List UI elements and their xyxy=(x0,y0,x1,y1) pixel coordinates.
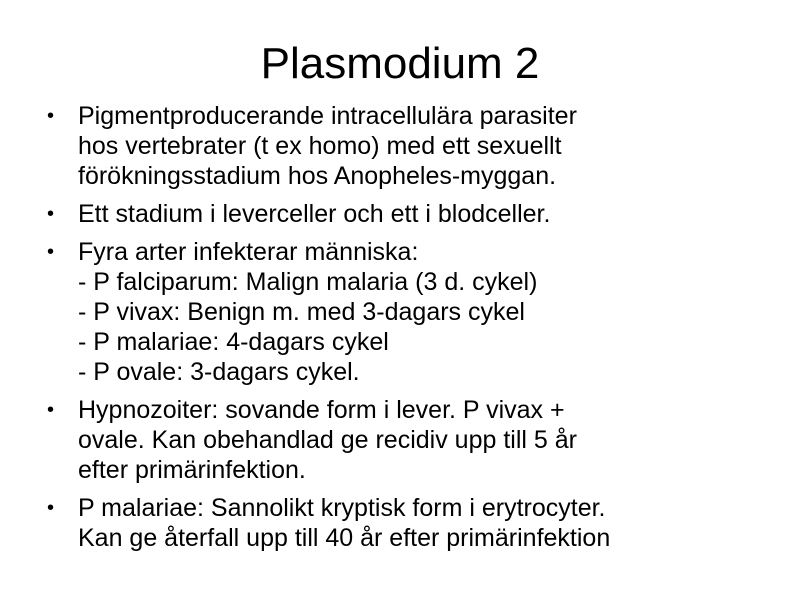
bullet-icon: • xyxy=(47,105,55,127)
bullet-text-line: - P falciparum: Malign malaria (3 d. cykel) xyxy=(78,268,538,296)
bullet-item xyxy=(47,493,767,553)
bullet-text-line: hos vertebrater (t ex homo) med ett sexuellt xyxy=(78,132,562,160)
bullet-text-line: Kan ge återfall upp till 40 år efter primärinfektion xyxy=(78,524,611,552)
bullet-item xyxy=(47,101,767,191)
bullet-text-line: Ett stadium i leverceller och ett i blodceller. xyxy=(78,200,551,228)
bullet-icon: • xyxy=(47,399,55,421)
bullet-text-line: P malariae: Sannolikt kryptisk form i erytrocyter. xyxy=(78,494,606,522)
bullet-item xyxy=(47,237,767,387)
bullet-item xyxy=(47,199,767,229)
bullet-text-line: - P vivax: Benign m. med 3-dagars cykel xyxy=(78,298,525,326)
bullet-text-line: - P ovale: 3-dagars cykel. xyxy=(78,358,360,386)
bullet-item xyxy=(47,395,767,485)
bullet-list xyxy=(47,101,767,561)
bullet-text-line: - P malariae: 4-dagars cykel xyxy=(78,328,389,356)
bullet-text-line: förökningsstadium hos Anopheles-myggan. xyxy=(78,162,557,190)
bullet-text-line: Hypnozoiter: sovande form i lever. P vivax + xyxy=(78,396,565,424)
bullet-icon: • xyxy=(47,497,55,519)
bullet-text-line: Fyra arter infekterar människa: xyxy=(78,238,419,266)
slide-title: Plasmodium 2 xyxy=(260,39,540,88)
bullet-text-line: efter primärinfektion. xyxy=(78,456,306,484)
bullet-text-line: Pigmentproducerande intracellulära parasiter xyxy=(78,102,577,130)
bullet-text-line: ovale. Kan obehandlad ge recidiv upp till 5 år xyxy=(78,426,577,454)
bullet-icon: • xyxy=(47,203,55,225)
bullet-icon: • xyxy=(47,241,55,263)
